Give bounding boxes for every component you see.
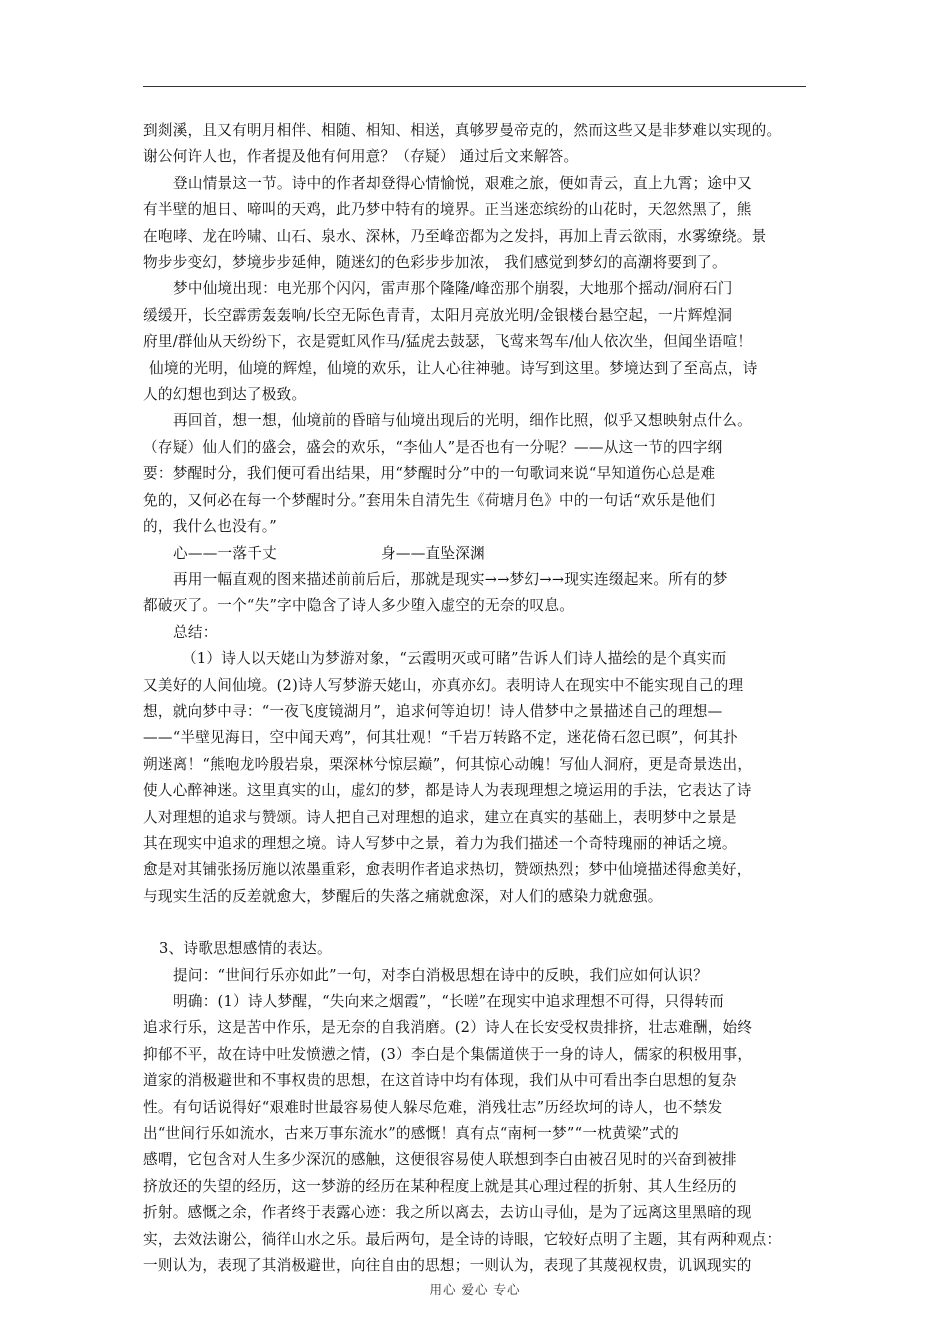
text-line: 府里/群仙从天纷纷下，衣是霓虹风作马/猛虎去鼓瑟，飞莺来驾车/仙人依次坐，但闻坐语喧！ [143, 333, 753, 351]
text-line: 在咆哮、龙在吟啸、山石、泉水、深林，乃至峰峦都为之发抖，再加上青云欲雨，水雾缭绕。景 [143, 227, 767, 245]
text-line: 再回首，想一想，仙境前的昏暗与仙境出现后的光明，细作比照，似乎又想映射点什么。 [173, 412, 752, 430]
text-line: 缓缓开，长空霹雳轰轰响/长空无际色青青，太阳月亮放光明/金银楼台悬空起，一片辉煌洞 [143, 306, 733, 324]
text-line: 的，我什么也没有。” [143, 518, 278, 536]
summary-heading: 总结： [173, 623, 218, 641]
text-line: 实，去效法谢公，徜徉山水之乐。最后两句，是全诗的诗眼，它较好点明了主题，其有两种观点： [143, 1230, 782, 1248]
text-line: 人的幻想也到达了极致。 [143, 386, 307, 404]
body-label: 身——直坠深渊 [381, 544, 485, 562]
text-line: 有半壁的旭日、啼叫的天鸡，此乃梦中特有的境界。正当迷恋缤纷的山花时，天忽然黑了，熊 [143, 201, 752, 219]
heart-label: 心——一落千丈 [173, 544, 277, 562]
text-line: 仙境的光明，仙境的辉煌，仙境的欢乐，让人心往神驰。诗写到这里。梦境达到了至高点，诗 [149, 359, 758, 377]
text-line: 其在现实中追求的理想之境。诗人写梦中之景，着力为我们描述一个奇特瑰丽的神话之境。 [143, 834, 737, 852]
text-line: 要：梦醒时分，我们便可看出结果，用“梦醒时分”中的一句歌词来说“早知道伤心总是难 [143, 465, 716, 483]
text-line: 到剡溪，且又有明月相伴、相随、相知、相送，真够罗曼帝克的，然而这些又是非梦难以实现的。 [143, 122, 782, 139]
text-line: 感喟，它包含对人生多少深沉的感触，这便很容易使人联想到李白由被召见时的兴奋到被排 [143, 1151, 737, 1169]
paragraph-gap [143, 910, 813, 936]
text-line: 谢公何许人也，作者提及他有何用意？（存疑） 通过后文来解答。 [143, 148, 579, 166]
page-footer: 用心 爱心 专心 [429, 1282, 521, 1297]
text-line: 抑郁不平，故在诗中吐发愤懑之情，(3）李白是个集儒道侠于一身的诗人，儒家的积极用事， [143, 1045, 753, 1063]
text-line: 物步步变幻，梦境步步延伸，随迷幻的色彩步步加浓， 我们感觉到梦幻的高潮将要到了。 [143, 254, 727, 272]
text-line: 再用一幅直观的图来描述前前后后，那就是现实→→梦幻→→现实连缀起来。所有的梦 [173, 570, 728, 588]
text-line: 折射。感慨之余，作者终于表露心迹：我之所以离去，去访山寻仙，是为了远离这里黑暗的现 [143, 1204, 752, 1222]
text-line: 又美好的人间仙境。(2)诗人写梦游天姥山，亦真亦幻。表明诗人在现实中不能实现自己的理 [143, 676, 744, 694]
text-line: 明确：(1）诗人梦醒，“失向来之烟霞”，“长嗟”在现实中追求理想不可得，只得转而 [173, 993, 725, 1010]
text-line: 免的，又何必在每一个梦醒时分。”套用朱自清先生《荷塘月色》中的一句话“欢乐是他们 [143, 491, 716, 509]
text-line: ——“半壁见海日，空中闻天鸡”，何其壮观！“千岩万转路不定，迷花倚石忽已暝”，何其扑 [143, 729, 738, 747]
heart-body-line [143, 541, 813, 567]
text-line: 使人心醉神迷。这里真实的山，虚幻的梦，都是诗人为表现理想之境运用的手法，它表达了诗 [143, 782, 752, 800]
text-line: 都破灭了。一个“失”字中隐含了诗人多少堕入虚空的无奈的叹息。 [143, 597, 575, 615]
text-line: 一则认为，表现了其消极避世，向往自由的思想；一则认为，表现了其蔑视权贵，讥讽现实的 [143, 1257, 752, 1275]
text-line: 追求行乐，这是苦中作乐，是无奈的自我消磨。(2）诗人在长安受权贵排挤，壮志难酬，始终 [143, 1019, 753, 1037]
text-line: 提问：“世间行乐亦如此”一句，对李白消极思想在诗中的反映，我们应如何认识？ [173, 966, 708, 984]
section-heading: 3、诗歌思想感情的表达。 [159, 940, 332, 958]
text-line: 朔迷离！“熊咆龙吟殷岩泉，栗深林兮惊层巅”，何其惊心动魄！写仙人洞府，更是奇景迭出， [143, 755, 753, 773]
document-body [143, 118, 813, 1279]
text-line: 登山情景这一节。诗中的作者却登得心情愉悦，艰难之旅，便如青云，直上九霄；途中又 [173, 174, 752, 192]
header-rule [143, 86, 806, 87]
text-line: 愈是对其铺张扬厉施以浓墨重彩，愈表明作者追求热切，赞颂热烈；梦中仙境描述得愈美好， [143, 861, 752, 879]
text-line: 想，就向梦中寻：“一夜飞度镜湖月”，追求何等迫切！诗人借梦中之景描述自己的理想— [143, 702, 723, 720]
text-line: 人对理想的追求与赞颂。诗人把自己对理想的追求，建立在真实的基础上，表明梦中之景是 [143, 808, 737, 826]
text-line: （1）诗人以天姥山为梦游对象，“云霞明灭或可睹”告诉人们诗人描绘的是个真实而 [182, 650, 727, 668]
text-line: 性。有句话说得好“艰难时世最容易使人躲尽危难，消残壮志”历经坎坷的诗人，也不禁发 [143, 1098, 723, 1116]
text-line: 道家的消极避世和不事权贵的思想，在这首诗中均有体现，我们从中可看出李白思想的复杂 [143, 1072, 737, 1090]
text-line: 与现实生活的反差就愈大，梦醒后的失落之痛就愈深，对人们的感染力就愈强。 [143, 887, 663, 905]
text-line: 挤放还的失望的经历，这一梦游的经历在某种程度上就是其心理过程的折射、其人生经历的 [143, 1177, 737, 1195]
text-line: 梦中仙境出现：电光那个闪闪，雷声那个隆隆/峰峦那个崩裂，大地那个摇动/洞府石门 [173, 280, 733, 298]
text-line: （存疑）仙人们的盛会，盛会的欢乐，“李仙人”是否也有一分呢？——从这一节的四字纲 [143, 438, 723, 456]
text-line: 出“世间行乐如流水，古来万事东流水”的感慨！真有点“南柯一梦”“一枕黄梁”式的 [143, 1125, 680, 1143]
